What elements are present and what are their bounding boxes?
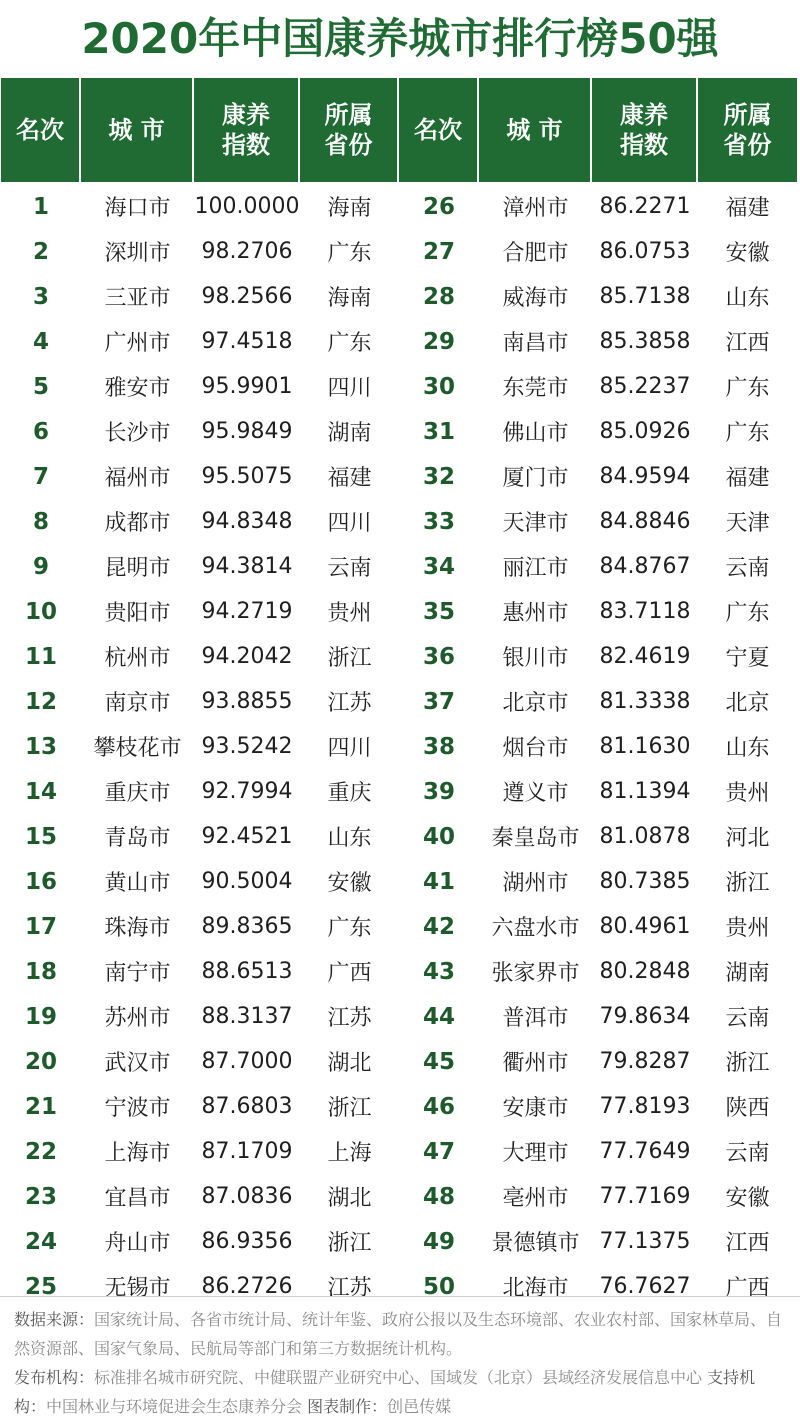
cell-rank: 37 [422,688,455,715]
cell-province: 安徽 [327,871,372,896]
cell-city: 南宁市 [104,961,171,986]
cell-index: 87.6803 [201,1094,293,1119]
cell-province: 山东 [327,826,372,851]
header-city: 城 市 [479,78,592,182]
cell-city: 亳州市 [502,1186,569,1211]
header-province: 所属 省份 [698,78,797,182]
cell-city: 宜昌市 [104,1186,171,1211]
cell-index: 84.8767 [599,554,691,579]
cell-province: 贵州 [725,916,770,941]
support-label: 支持机构： [14,1368,756,1416]
cell-rank: 49 [422,1228,455,1255]
cell-city: 丽江市 [502,556,569,581]
cell-index: 82.4619 [599,644,691,669]
cell-province: 浙江 [327,1231,372,1256]
cell-rank: 7 [32,463,49,490]
cell-rank: 35 [422,598,455,625]
cell-province: 广东 [725,376,770,401]
cell-city: 雅安市 [104,376,171,401]
cell-rank: 28 [422,283,455,310]
cell-index: 84.8846 [599,509,691,534]
table-row [1,544,799,589]
cell-province: 天津 [725,511,770,536]
cell-index: 79.8634 [599,1004,691,1029]
cell-index: 81.3338 [599,689,691,714]
cell-province: 湖南 [725,961,770,986]
cell-city: 佛山市 [502,421,569,446]
cell-rank: 27 [422,238,455,265]
cell-city: 贵阳市 [104,601,171,626]
cell-rank: 40 [422,823,455,850]
cell-city: 合肥市 [502,241,569,266]
cell-rank: 47 [422,1138,455,1165]
cell-city: 黄山市 [104,871,171,896]
cell-province: 广东 [327,916,372,941]
cell-index: 80.7385 [599,869,691,894]
header-index: 康养 指数 [592,78,698,182]
cell-rank: 39 [422,778,455,805]
table-row [1,499,799,544]
cell-province: 广西 [725,1276,770,1301]
cell-rank: 20 [24,1048,57,1075]
header-rank: 名次 [1,78,81,182]
cell-province: 云南 [725,556,770,581]
table-row [1,859,799,904]
cell-index: 76.7627 [599,1274,691,1299]
support-text: 中国林业与环境促进会生态康养分会 [46,1397,303,1416]
cell-rank: 11 [24,643,57,670]
cell-city: 东莞市 [502,376,569,401]
cell-rank: 38 [422,733,455,760]
cell-province: 浙江 [725,871,770,896]
cell-rank: 41 [422,868,455,895]
cell-rank: 44 [422,1003,455,1030]
cell-city: 景德镇市 [491,1231,580,1256]
cell-city: 三亚市 [104,286,171,311]
cell-index: 98.2706 [201,239,293,264]
cell-province: 云南 [327,556,372,581]
cell-index: 77.1375 [599,1229,691,1254]
table-row [1,229,799,274]
cell-province: 广西 [327,961,372,986]
cell-index: 88.3137 [201,1004,293,1029]
cell-index: 94.3814 [201,554,293,579]
table-row [1,589,799,634]
cell-province: 福建 [725,466,770,491]
cell-city: 银川市 [502,646,569,671]
cell-index: 92.7994 [201,779,293,804]
cell-city: 苏州市 [104,1006,171,1031]
cell-province: 广东 [327,241,372,266]
header-province: 所属 省份 [300,78,399,182]
cell-province: 江西 [725,331,770,356]
chart-maker-label: 图表制作： [307,1397,388,1416]
cell-index: 94.2042 [201,644,293,669]
cell-province: 安徽 [725,241,770,266]
table-row [1,319,799,364]
cell-index: 93.8855 [201,689,293,714]
cell-rank: 23 [24,1183,57,1210]
cell-rank: 33 [422,508,455,535]
cell-index: 94.2719 [201,599,293,624]
source-label: 数据来源： [14,1310,95,1329]
cell-province: 广东 [327,331,372,356]
cell-index: 85.0926 [599,419,691,444]
cell-province: 四川 [327,511,372,536]
header-rank: 名次 [399,78,479,182]
cell-rank: 19 [24,1003,57,1030]
cell-rank: 14 [24,778,57,805]
cell-province: 河北 [725,826,770,851]
cell-index: 77.7169 [599,1184,691,1209]
cell-province: 陕西 [725,1096,770,1121]
cell-index: 81.0878 [599,824,691,849]
table-row [1,1174,799,1219]
cell-city: 福州市 [104,466,171,491]
chart-maker-text: 创邑传媒 [387,1397,452,1416]
cell-index: 84.9594 [599,464,691,489]
cell-index: 81.1394 [599,779,691,804]
table-row [1,904,799,949]
cell-province: 安徽 [725,1186,770,1211]
cell-city: 漳州市 [502,196,569,221]
cell-rank: 29 [422,328,455,355]
cell-province: 浙江 [725,1051,770,1076]
cell-city: 南京市 [104,691,171,716]
cell-province: 山东 [725,286,770,311]
table-row [1,1219,799,1264]
publisher-label: 发布机构： [14,1368,95,1387]
cell-city: 无锡市 [104,1276,171,1301]
cell-rank: 16 [24,868,57,895]
cell-index: 100.0000 [194,194,300,219]
cell-index: 81.1630 [599,734,691,759]
cell-province: 海南 [327,286,372,311]
cell-index: 85.7138 [599,284,691,309]
cell-city: 北京市 [502,691,569,716]
cell-province: 北京 [725,691,770,716]
cell-index: 93.5242 [201,734,293,759]
cell-index: 83.7118 [599,599,691,624]
cell-rank: 30 [422,373,455,400]
cell-index: 95.9849 [201,419,293,444]
table-row [1,1084,799,1129]
cell-city: 深圳市 [104,241,171,266]
table-row [1,409,799,454]
cell-province: 四川 [327,376,372,401]
table-row [1,949,799,994]
table-body [1,182,799,1309]
cell-province: 贵州 [327,601,372,626]
cell-province: 浙江 [327,646,372,671]
cell-index: 89.8365 [201,914,293,939]
cell-province: 宁夏 [725,646,770,671]
cell-rank: 18 [24,958,57,985]
header-index: 康养 指数 [194,78,300,182]
cell-city: 厦门市 [502,466,569,491]
cell-rank: 50 [422,1273,455,1300]
table-row [1,769,799,814]
table-row [1,634,799,679]
cell-rank: 43 [422,958,455,985]
cell-rank: 26 [422,193,455,220]
cell-rank: 2 [32,238,49,265]
cell-rank: 10 [24,598,57,625]
cell-rank: 12 [24,688,57,715]
cell-index: 90.5004 [201,869,293,894]
cell-index: 80.4961 [599,914,691,939]
cell-city: 珠海市 [104,916,171,941]
cell-city: 海口市 [104,196,171,221]
cell-index: 86.9356 [201,1229,293,1254]
cell-province: 湖南 [327,421,372,446]
source-text: 国家统计局、各省市统计局、统计年鉴、政府公报以及生态环境部、农业农村部、国家林草局、自然资源部、国家气象局、民航局等部门和第三方数据统计机构。 [14,1310,783,1358]
cell-city: 大理市 [502,1141,569,1166]
cell-province: 福建 [725,196,770,221]
cell-index: 85.2237 [599,374,691,399]
cell-index: 95.5075 [201,464,293,489]
cell-province: 重庆 [327,781,372,806]
cell-city: 昆明市 [104,556,171,581]
cell-rank: 31 [422,418,455,445]
cell-index: 97.4518 [201,329,293,354]
cell-index: 87.7000 [201,1049,293,1074]
cell-rank: 4 [32,328,49,355]
cell-province: 山东 [725,736,770,761]
cell-index: 94.8348 [201,509,293,534]
cell-rank: 24 [24,1228,57,1255]
cell-rank: 13 [24,733,57,760]
table-row [1,724,799,769]
cell-rank: 5 [32,373,49,400]
footer-notes [0,1296,800,1422]
cell-rank: 34 [422,553,455,580]
cell-city: 六盘水市 [491,916,580,941]
cell-rank: 17 [24,913,57,940]
cell-city: 武汉市 [104,1051,171,1076]
table-row [1,184,799,229]
table-row [1,679,799,724]
cell-city: 舟山市 [104,1231,171,1256]
cell-city: 广州市 [104,331,171,356]
cell-rank: 1 [32,193,49,220]
cell-rank: 48 [422,1183,455,1210]
table-row [1,994,799,1039]
ranking-table [1,78,799,1309]
table-row [1,1039,799,1084]
cell-city: 安康市 [502,1096,569,1121]
cell-province: 四川 [327,736,372,761]
cell-city: 遵义市 [502,781,569,806]
cell-city: 惠州市 [502,601,569,626]
cell-index: 80.2848 [599,959,691,984]
cell-city: 张家界市 [491,961,580,986]
cell-city: 长沙市 [104,421,171,446]
cell-city: 攀枝花市 [93,736,182,761]
cell-city: 天津市 [502,511,569,536]
cell-city: 秦皇岛市 [491,826,580,851]
cell-city: 威海市 [502,286,569,311]
cell-province: 贵州 [725,781,770,806]
cell-city: 重庆市 [104,781,171,806]
cell-province: 云南 [725,1141,770,1166]
cell-province: 广东 [725,601,770,626]
cell-province: 江苏 [327,1006,372,1031]
page-title: 2020年中国康养城市排行榜50强 [81,14,719,63]
cell-city: 北海市 [502,1276,569,1301]
cell-city: 成都市 [104,511,171,536]
cell-province: 广东 [725,421,770,446]
cell-province: 湖北 [327,1186,372,1211]
cell-rank: 22 [24,1138,57,1165]
cell-rank: 36 [422,643,455,670]
cell-city: 烟台市 [502,736,569,761]
cell-index: 88.6513 [201,959,293,984]
table-row [1,274,799,319]
cell-city: 上海市 [104,1141,171,1166]
cell-province: 湖北 [327,1051,372,1076]
cell-rank: 8 [32,508,49,535]
cell-index: 95.9901 [201,374,293,399]
cell-province: 江苏 [327,691,372,716]
cell-rank: 46 [422,1093,455,1120]
cell-province: 上海 [327,1141,372,1166]
cell-province: 云南 [725,1006,770,1031]
cell-index: 77.7649 [599,1139,691,1164]
publisher-text: 标准排名城市研究院、中健联盟产业研究中心、国域发（北京）县域经济发展信息中心 [94,1368,703,1387]
cell-rank: 3 [32,283,49,310]
cell-index: 92.4521 [201,824,293,849]
cell-city: 宁波市 [104,1096,171,1121]
cell-city: 普洱市 [502,1006,569,1031]
cell-index: 86.2271 [599,194,691,219]
cell-province: 海南 [327,196,372,221]
cell-province: 浙江 [327,1096,372,1121]
cell-rank: 9 [32,553,49,580]
cell-province: 江苏 [327,1276,372,1301]
table-header [1,78,799,182]
cell-rank: 45 [422,1048,455,1075]
table-row [1,1129,799,1174]
cell-index: 87.0836 [201,1184,293,1209]
cell-index: 79.8287 [599,1049,691,1074]
cell-index: 86.2726 [201,1274,293,1299]
cell-rank: 21 [24,1093,57,1120]
cell-city: 衢州市 [502,1051,569,1076]
cell-city: 湖州市 [502,871,569,896]
cell-rank: 15 [24,823,57,850]
cell-province: 福建 [327,466,372,491]
cell-index: 77.8193 [599,1094,691,1119]
cell-rank: 32 [422,463,455,490]
cell-city: 杭州市 [104,646,171,671]
cell-city: 南昌市 [502,331,569,356]
cell-index: 85.3858 [599,329,691,354]
cell-rank: 25 [24,1273,57,1300]
cell-rank: 6 [32,418,49,445]
cell-index: 98.2566 [201,284,293,309]
cell-province: 江西 [725,1231,770,1256]
cell-index: 86.0753 [599,239,691,264]
cell-rank: 42 [422,913,455,940]
table-row [1,364,799,409]
header-city: 城 市 [81,78,194,182]
cell-city: 青岛市 [104,826,171,851]
table-row [1,814,799,859]
table-row [1,454,799,499]
cell-index: 87.1709 [201,1139,293,1164]
